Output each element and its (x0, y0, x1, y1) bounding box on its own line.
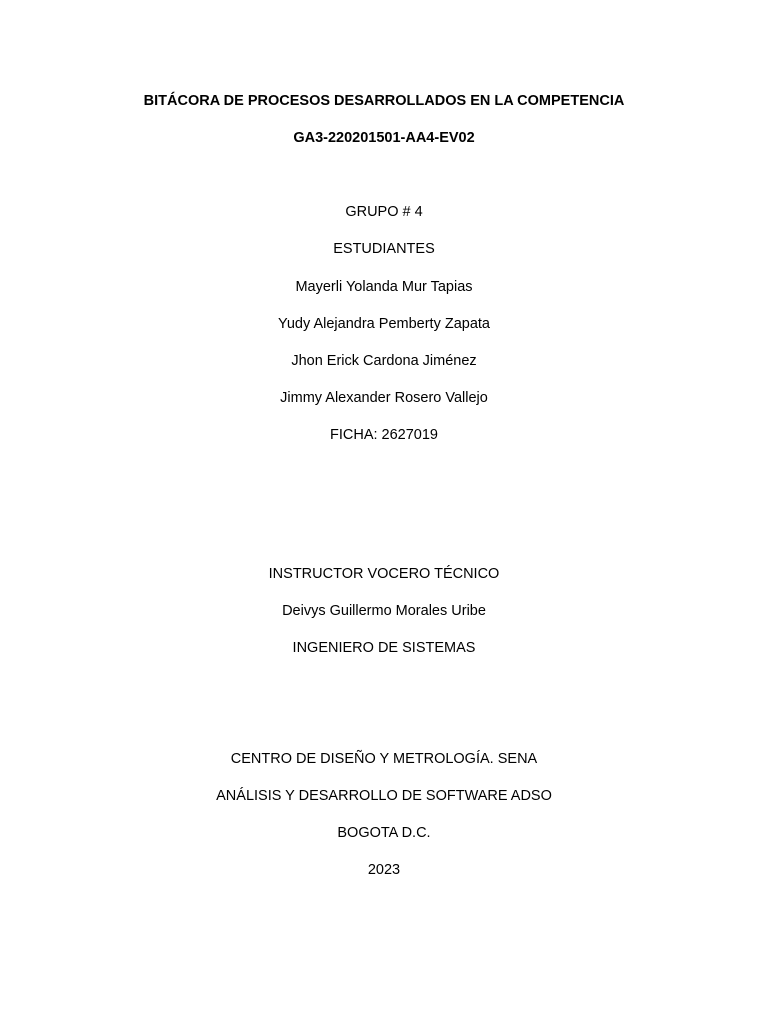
instructor-name: Deivys Guillermo Morales Uribe (282, 603, 486, 619)
year: 2023 (367, 862, 401, 878)
document-title: BITÁCORA DE PROCESOS DESARROLLADOS EN LA COMPETENCIA (143, 93, 625, 109)
group-label: GRUPO # 4 (345, 204, 423, 220)
city: BOGOTA D.C. (337, 825, 431, 841)
student-name: Yudy Alejandra Pemberty Zapata (278, 316, 490, 332)
students-heading: ESTUDIANTES (333, 241, 435, 257)
institution-center: CENTRO DE DISEÑO Y METROLOGÍA. SENA (230, 751, 538, 767)
student-name: Jimmy Alexander Rosero Vallejo (280, 390, 488, 406)
instructor-heading: INSTRUCTOR VOCERO TÉCNICO (268, 566, 500, 582)
program-name: ANÁLISIS Y DESARROLLO DE SOFTWARE ADSO (216, 788, 552, 804)
evidence-code: GA3-220201501-AA4-EV02 (293, 130, 475, 146)
instructor-profession: INGENIERO DE SISTEMAS (292, 640, 476, 656)
ficha-number: FICHA: 2627019 (329, 427, 438, 443)
student-name: Jhon Erick Cardona Jiménez (291, 353, 477, 369)
student-name: Mayerli Yolanda Mur Tapias (295, 279, 473, 295)
